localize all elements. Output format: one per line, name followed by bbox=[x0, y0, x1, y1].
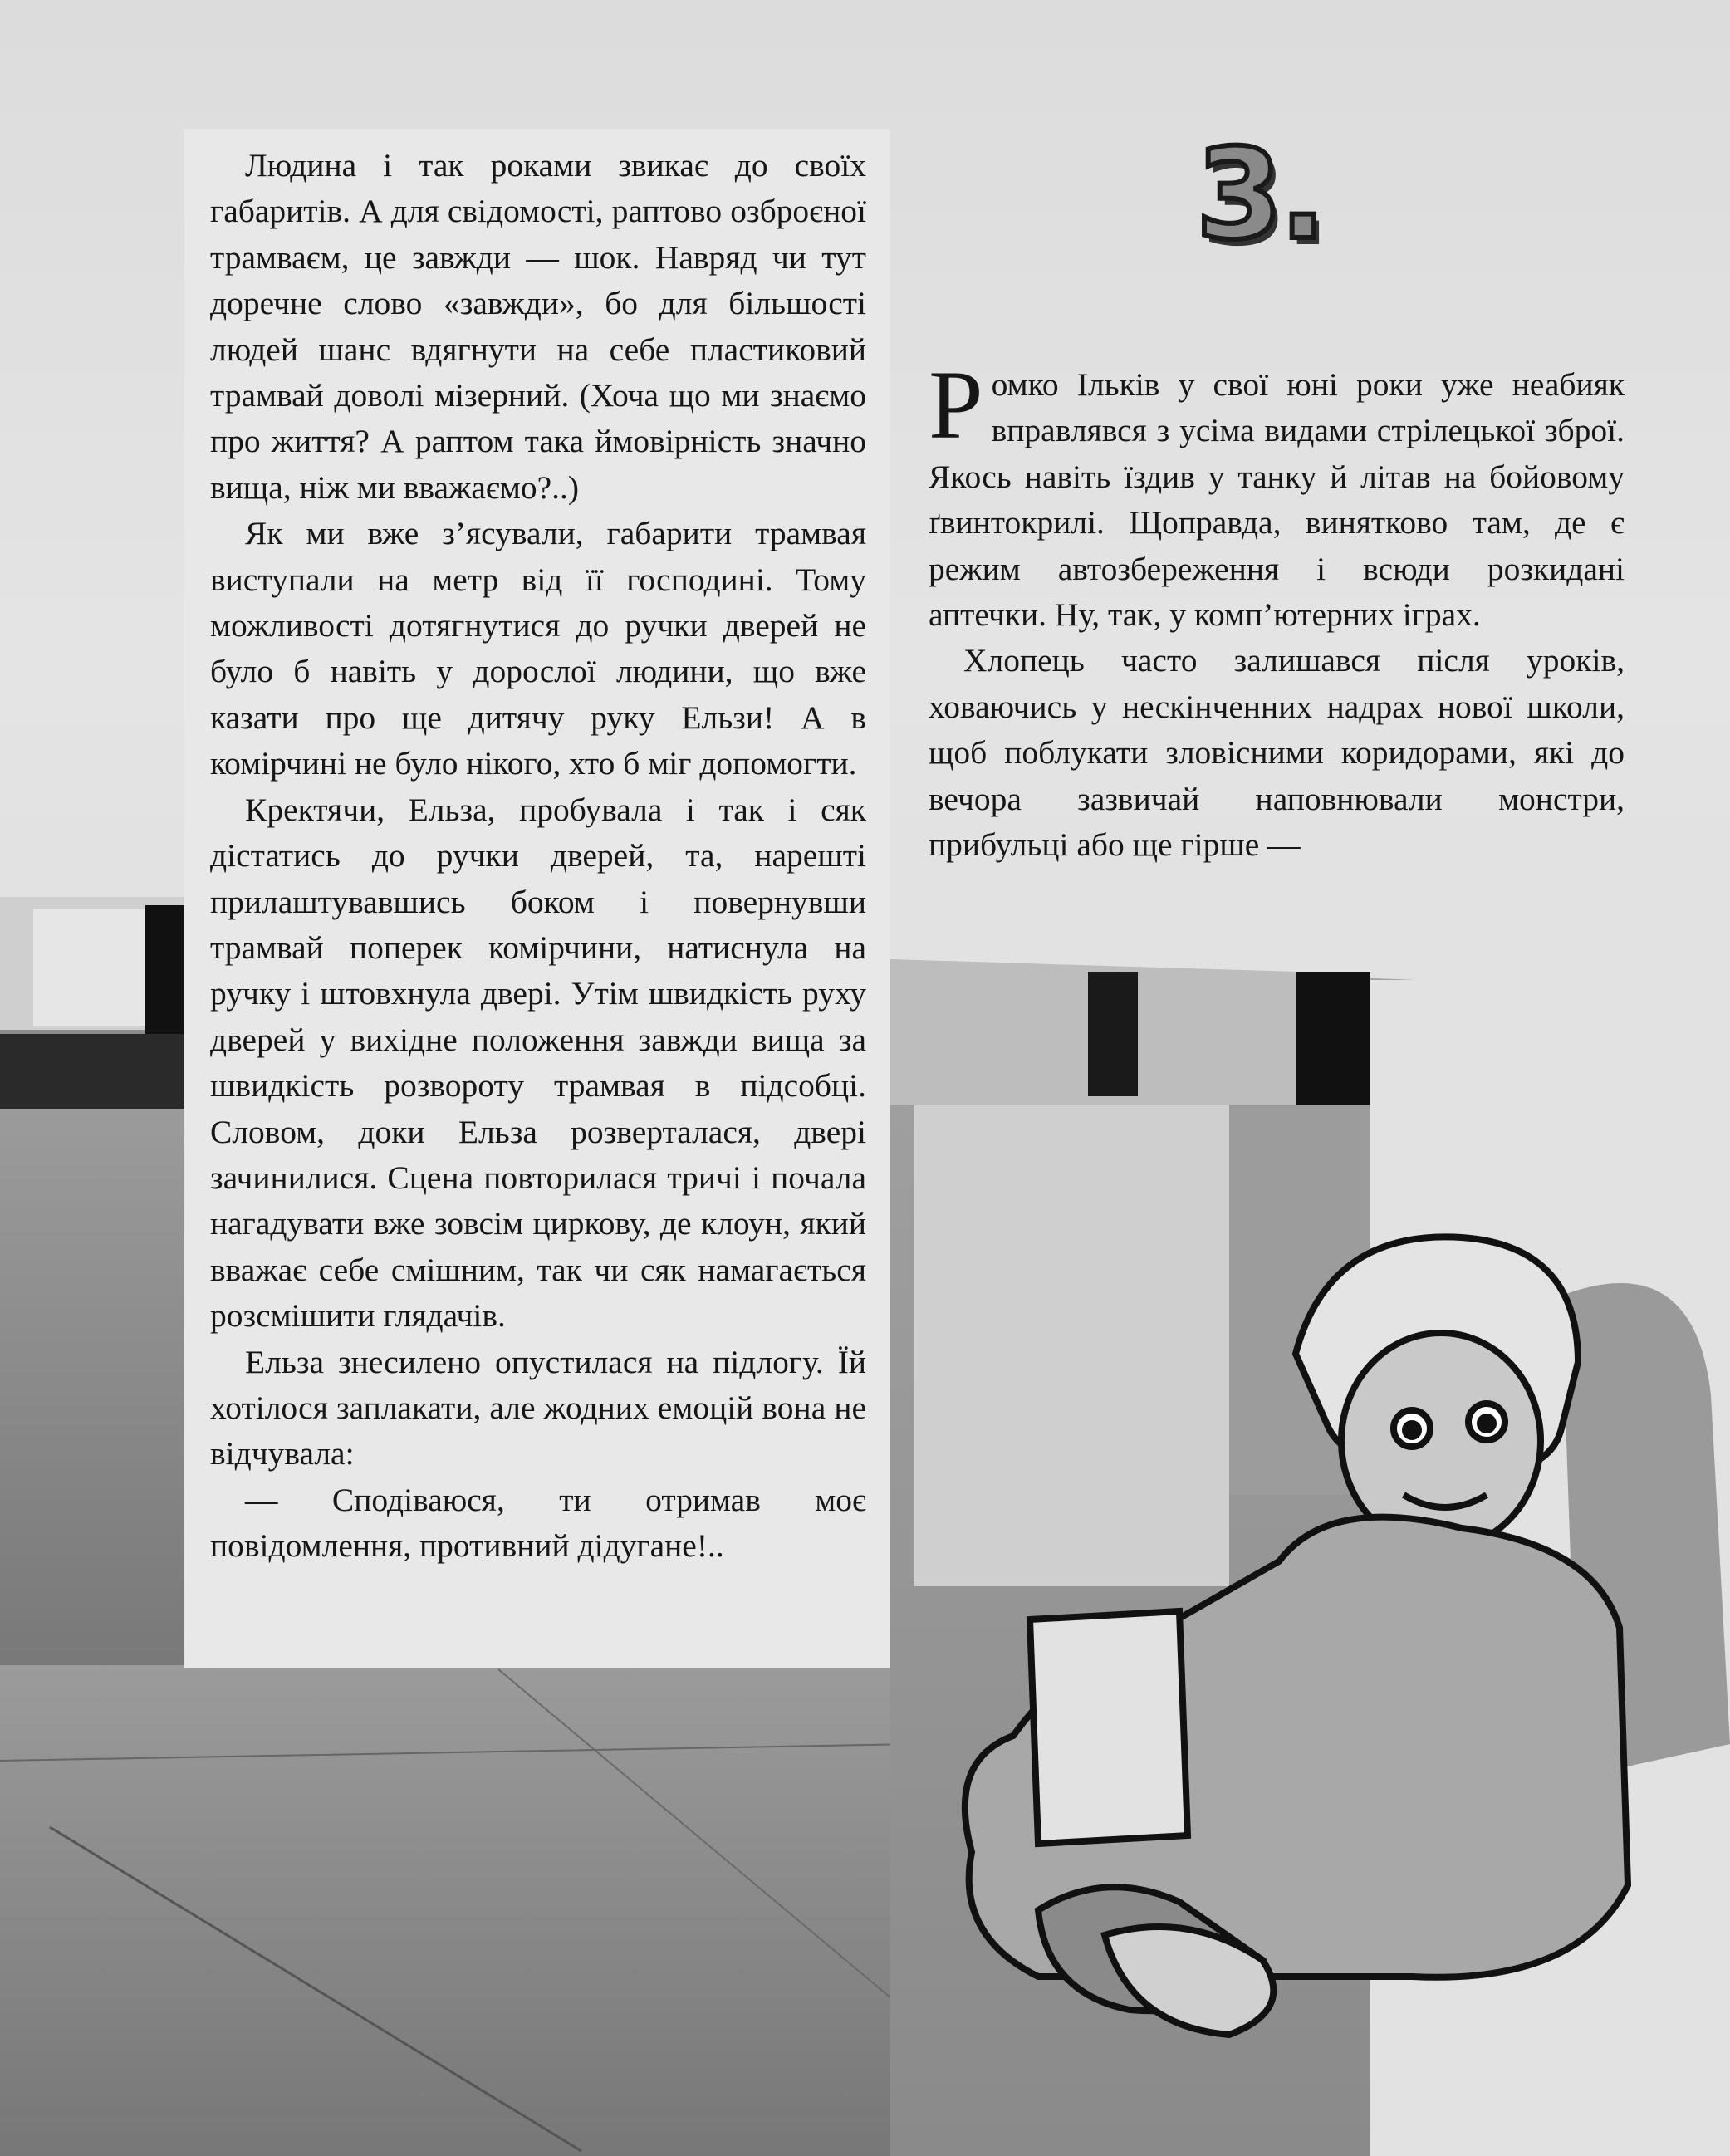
paragraph-text: омко Ільків у свої юні роки уже неабияк вправлявся з усіма видами стрілецької зброї. Якось навіть їздив у танку й літав на бойовому ґвинтокрилі. Щоправда, винятково там, де є режим автозбереження і всюди розкидані аптечки. Ну, так, у комп’ютерних іграх. bbox=[929, 366, 1625, 634]
paragraph: Як ми вже з’ясували, габарити трамвая виступали на метр від її господині. Тому можливості дотягнутися до ручки дверей не було б навіть у дорослої людини, що вже казати про ще дитячу руку Ельзи! А в комірчині не було нікого, хто б міг допомогти. bbox=[210, 515, 866, 782]
drop-cap: Р bbox=[929, 350, 983, 459]
paragraph: Ельза знесилено опустилася на підлогу. Їй хотілося заплакати, але жодних емоцій вона не відчувала: bbox=[210, 1343, 866, 1472]
paragraph: Людина і так роками звикає до своїх габаритів. А для свідомості, раптово озброєної трамваєм, це завжди — шок. Навряд чи тут доречне слово «завжди», бо для більшості людей шанс вдягнути на себе пластиковий трамвай доволі мізерний. (Хоча що ми знаємо про життя? А раптом така ймовірність значно вища, ніж ми вважаємо?..) bbox=[210, 147, 866, 506]
dialogue-line: — Сподіваюся, ти отримав моє повідомлення, противний дідугане!.. bbox=[210, 1481, 866, 1565]
paragraph: Кректячи, Ельза, пробувала і так і сяк дістатись до ручки дверей, та, нарешті прилаштувавшись боком і повернувши трамвай поперек комірчини, натиснула на ручку і штовхнула двері. Утім швидкість руху дверей у вихідне положення завжди вища за швидкість розвороту трамвая в підсобці. Словом, доки Ельза розверталася, двері зачинилися. Сцена повторилася тричі і почала нагадувати вже зовсім циркову, де клоун, який вважає себе смішним, так чи сяк намагається розсмішити глядачів. bbox=[210, 791, 866, 1335]
right-text-column bbox=[929, 350, 1625, 868]
left-text-column bbox=[210, 143, 866, 1570]
paragraph bbox=[929, 350, 1625, 638]
chapter-number: 3. bbox=[1196, 123, 1324, 267]
paragraph: Хлопець часто залишався після уроків, ховаючись у нескінченних надрах нової школи, щоб поблукати зловісними коридорами, які до вечора зазвичай наповнювали монстри, прибульці або ще гірше — bbox=[929, 642, 1625, 864]
